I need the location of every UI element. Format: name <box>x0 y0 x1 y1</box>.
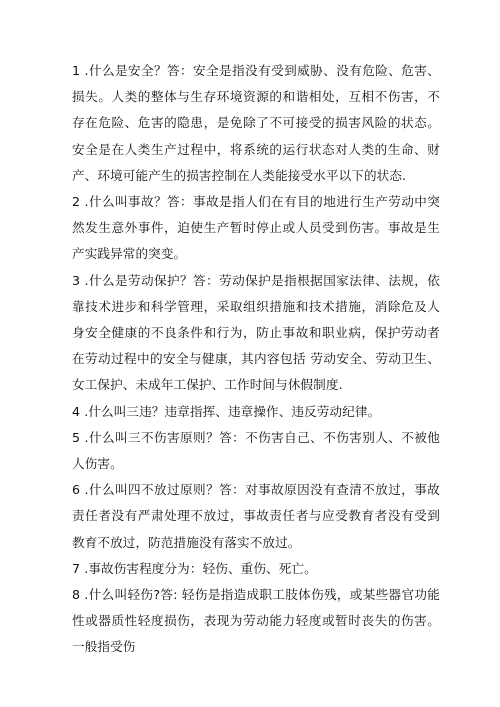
document-body <box>72 58 440 661</box>
paragraph-6: 6 .什么叫四不放过原则？答：对事故原因没有查清不放过，事故责任者没有严肃处理不放过，事故责任者与应受教育者没有受到教育不放过，防范措施没有落实不放过。 <box>72 482 440 550</box>
paragraph-4: 4 .什么叫三违？违章指挥、违章操作、违反劳动纪律。 <box>72 403 381 419</box>
paragraph-8: 8 .什么叫轻伤?答: 轻伤是指造成职工肢体伤残，或某些器官功能性或器质性轻度损伤，表现为劳动能力轻度或暂时丧失的伤害。一般指受伤 <box>72 587 440 655</box>
paragraph-2: 2 .什么叫事故？答：事故是指人们在有目的地进行生产劳动中突然发生意外事件，迫使生产暂时停止或人员受到伤害。事故是生产实践异常的突变。 <box>72 194 440 262</box>
paragraph-5: 5 .什么叫三不伤害原则？答：不伤害自己、不伤害别人、不被他人伤害。 <box>72 429 440 472</box>
paragraph-1: 1 .什么是安全？答：安全是指没有受到威胁、没有危险、危害、损失。人类的整体与生存环境资源的和谐相处，互相不伤害，不存在危险、危害的隐患，是免除了不可接受的损害风险的状态。安全是在人类生产过程中，将系统的运行状态对人类的生命、财产、环境可能产生的损害控制在人类能接受水平以下的状态. <box>72 63 440 183</box>
paragraph-3: 3 .什么是劳动保护？答：劳动保护是指根据国家法律、法规，依靠技术进步和科学管理，采取组织措施和技术措施，消除危及人身安全健康的不良条件和行为，防止事故和职业病，保护劳动者在劳动过程中的安全与健康，其内容包括 劳动安全、劳动卫生、女工保护、未成年工保护、工作时间与休假制度. <box>72 272 440 393</box>
paragraph-7: 7 .事故伤害程度分为：轻伤、重伤、死亡。 <box>72 560 317 576</box>
